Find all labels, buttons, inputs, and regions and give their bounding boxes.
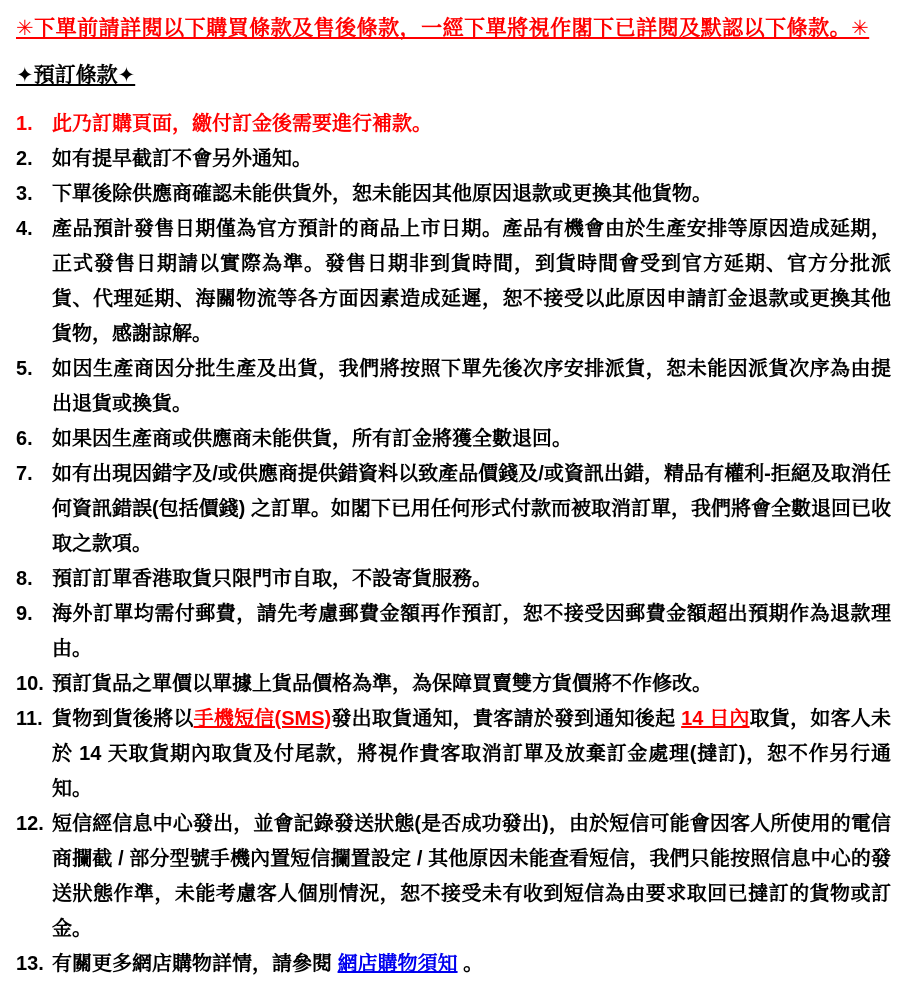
term-item-2 bbox=[16, 142, 891, 177]
term-text-segment: 產品預計發售日期僅為官方預計的商品上市日期。產品有機會由於生產安排等原因造成延期，正式發售日期請以實際為準。發售日期非到貨時間，到貨時間會受到官方延期、官方分批派貨、代理延期、海關物流等各方面因素造成延遲，恕不接受以此原因申請訂金退款或更換其他貨物，感謝諒解。 bbox=[52, 218, 891, 345]
term-number: 3. bbox=[16, 183, 33, 205]
term-number: 4. bbox=[16, 218, 33, 240]
term-text-segment: 下單後除供應商確認未能供貨外，恕未能因其他原因退款或更換其他貨物。 bbox=[52, 183, 712, 205]
term-number: 8. bbox=[16, 568, 33, 590]
term-item-9 bbox=[16, 597, 891, 667]
term-number: 11. bbox=[16, 708, 43, 730]
term-number: 1. bbox=[16, 113, 33, 135]
section-title-preorder-terms: ✦預訂條款✦ bbox=[16, 64, 136, 87]
term-text-segment: 此乃訂購頁面，繳付訂金後需要進行補款。 bbox=[52, 113, 432, 135]
term-item-1 bbox=[16, 107, 891, 142]
term-number: 9. bbox=[16, 603, 33, 625]
term-item-12 bbox=[16, 807, 891, 947]
term-item-8 bbox=[16, 562, 891, 597]
term-item-6 bbox=[16, 422, 891, 457]
term-text-segment: 如因生產商因分批生產及出貨，我們將按照下單先後次序安排派貨，恕未能因派貨次序為由提出退貨或換貨。 bbox=[52, 358, 891, 415]
term-text-segment: 預訂訂單香港取貨只限門市自取，不設寄貨服務。 bbox=[52, 568, 492, 590]
term-text-segment: 預訂貨品之單價以單據上貨品價格為準，為保障買賣雙方貨價將不作修改。 bbox=[52, 673, 712, 695]
term-item-11 bbox=[16, 702, 891, 807]
term-number: 7. bbox=[16, 463, 33, 485]
term-item-7 bbox=[16, 457, 891, 562]
term-text-segment: 14 日內 bbox=[681, 708, 750, 730]
term-number: 10. bbox=[16, 673, 44, 695]
term-text-segment: 手機短信(SMS) bbox=[193, 708, 332, 730]
term-number: 5. bbox=[16, 358, 33, 380]
term-number: 13. bbox=[16, 953, 44, 975]
term-number: 2. bbox=[16, 148, 33, 170]
term-text-segment: 如有出現因錯字及/或供應商提供錯資料以致產品價錢及/或資訊出錯，精品有權利-拒絕及取消任何資訊錯誤(包括價錢) 之訂單。如閣下已用任何形式付款而被取消訂單，我們將會全數退回已收取之款項。 bbox=[52, 463, 891, 555]
term-text-segment: 。 bbox=[457, 953, 484, 975]
term-text-segment: 有關更多網店購物詳情，請參閱 bbox=[52, 953, 338, 975]
terms-list bbox=[16, 107, 891, 982]
term-text-segment: 發出取貨通知，貴客請於發到通知後起 bbox=[331, 708, 682, 730]
term-text-segment: 如有提早截訂不會另外通知。 bbox=[52, 148, 312, 170]
term-text-segment: 取貨，如客人未於 14 天取貨期內取貨及付尾款，將視作貴客取消訂單及放棄訂金處理(撻訂)，恕不作另行通知。 bbox=[52, 708, 892, 800]
purchase-notice-header: ✳下單前請詳閱以下購買條款及售後條款，一經下單將視作閣下已詳閱及默認以下條款。✳ bbox=[16, 17, 870, 40]
shop-notice-link[interactable]: 網店購物須知 bbox=[337, 953, 458, 975]
term-text-segment: 海外訂單均需付郵費，請先考慮郵費金額再作預訂，恕不接受因郵費金額超出預期作為退款理由。 bbox=[52, 603, 891, 660]
term-text-segment: 貨物到貨後將以 bbox=[52, 708, 194, 730]
term-number: 12. bbox=[16, 813, 44, 835]
term-number: 6. bbox=[16, 428, 33, 450]
term-item-13 bbox=[16, 947, 891, 982]
term-text-segment: 短信經信息中心發出，並會記錄發送狀態(是否成功發出)，由於短信可能會因客人所使用的電信商攔截 / 部分型號手機內置短信攔置設定 / 其他原因未能查看短信，我們只能按照信息中心的發送狀態作準，未能考慮客人個別情況，恕不接受未有收到短信為由要求取回已撻訂的貨物或訂金。 bbox=[52, 813, 891, 940]
term-text-segment: 如果因生產商或供應商未能供貨，所有訂金將獲全數退回。 bbox=[52, 428, 572, 450]
term-item-3 bbox=[16, 177, 891, 212]
term-item-5 bbox=[16, 352, 891, 422]
term-item-10 bbox=[16, 667, 891, 702]
term-item-4 bbox=[16, 212, 891, 352]
